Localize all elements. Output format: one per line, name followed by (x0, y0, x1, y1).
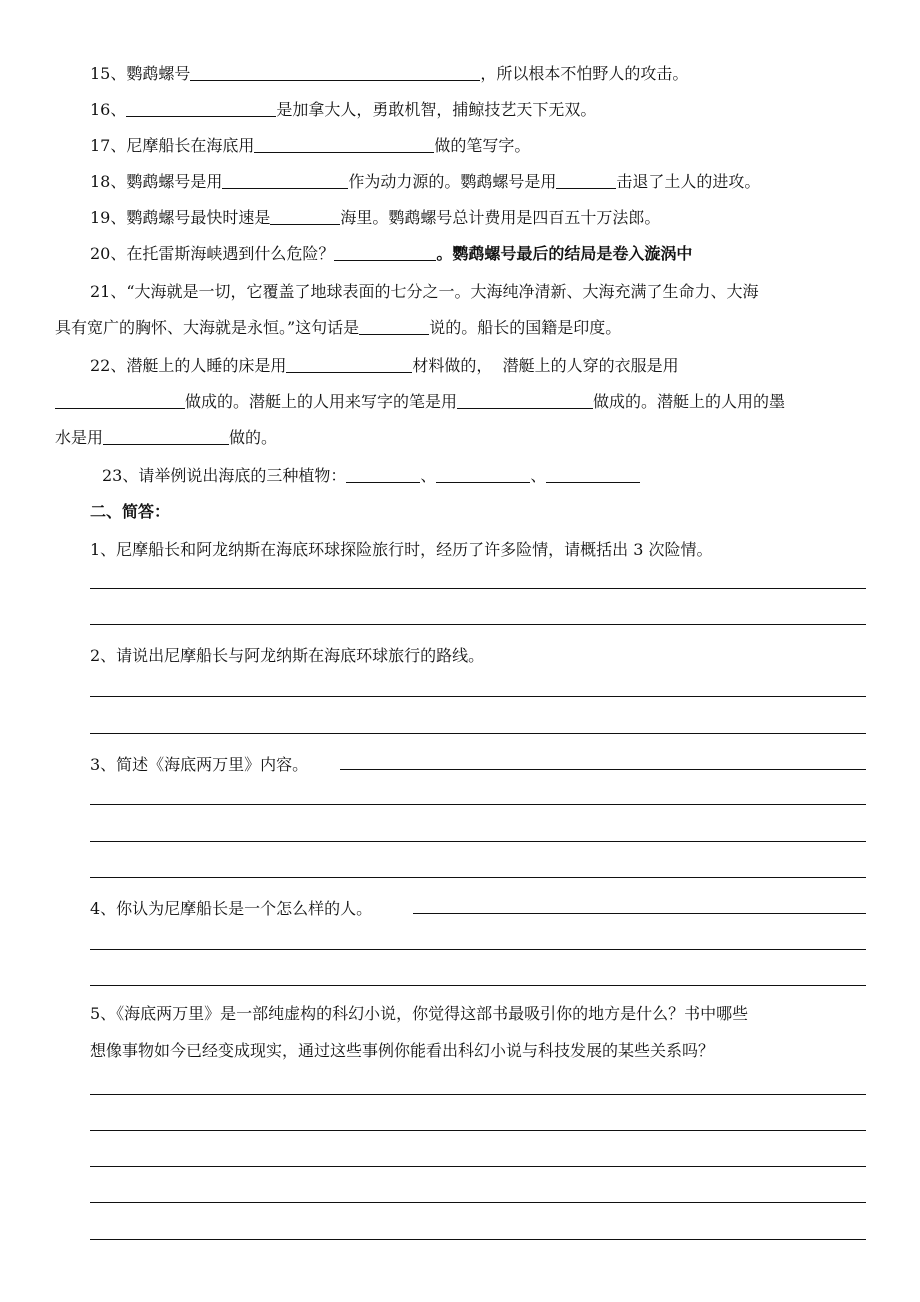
answer-line[interactable] (413, 913, 866, 914)
answer-line[interactable] (90, 1130, 866, 1131)
question-text: 做成的。潜艇上的人用来写字的笔是用 (185, 392, 458, 411)
answer-blank[interactable] (346, 466, 420, 483)
question-18 (90, 170, 760, 194)
question-number: 15、 (90, 64, 127, 83)
separator: 、 (530, 466, 547, 485)
question-16 (90, 98, 596, 122)
question-number: 22、 (90, 356, 127, 375)
question-text: 做的笔写字。 (434, 136, 531, 155)
answer-line[interactable] (90, 985, 866, 986)
question-text: 请举例说出海底的三种植物： (138, 466, 347, 485)
answer-blank[interactable] (270, 208, 340, 225)
question-text: 具有宽广的胸怀、大海就是永恒。”这句话是 (55, 318, 360, 337)
question-17 (90, 134, 530, 158)
question-19 (90, 206, 660, 230)
question-text: 鹦鹉螺号最快时速是 (126, 208, 271, 227)
question-number: 20、 (90, 244, 127, 263)
answer-blank[interactable] (126, 100, 276, 117)
question-21-line-2 (55, 316, 621, 340)
answer-blank[interactable] (556, 172, 616, 189)
section-2-title: 二、简答： (90, 502, 171, 521)
short-answer-5-line-1: 5、《海底两万里》是一部纯虚构的科幻小说，你觉得这部书最吸引你的地方是什么？书中哪些 (90, 1004, 749, 1023)
question-22-line-3 (55, 426, 277, 450)
answer-blank[interactable] (286, 356, 412, 373)
question-number: 21、 (90, 282, 127, 301)
question-text: 做成的。潜艇上的人用的墨 (593, 392, 786, 411)
question-21-line-1 (90, 280, 759, 304)
short-answer-1: 1、尼摩船长和阿龙纳斯在海底环球探险旅行时，经历了许多险情，请概括出 3 次险情。 (90, 540, 713, 559)
question-text: 。鹦鹉螺号最后的结局是卷入漩涡中 (436, 244, 693, 263)
answer-blank[interactable] (436, 466, 530, 483)
short-answer-3: 3、简述《海底两万里》内容。 (90, 755, 309, 774)
question-number: 18、 (90, 172, 127, 191)
question-text: 作为动力源的。鹦鹉螺号是用 (348, 172, 557, 191)
question-22-line-1 (90, 354, 679, 378)
answer-blank[interactable] (55, 392, 185, 409)
answer-line[interactable] (90, 877, 866, 878)
question-number: 16、 (90, 100, 127, 119)
short-answer-2: 2、请说出尼摩船长与阿龙纳斯在海底环球旅行的路线。 (90, 646, 485, 665)
question-text: 说的。船长的国籍是印度。 (429, 318, 622, 337)
question-text: 鹦鹉螺号是用 (126, 172, 223, 191)
answer-blank[interactable] (190, 64, 480, 81)
question-text: 材料做的， (412, 356, 493, 375)
answer-line[interactable] (90, 733, 866, 734)
answer-line[interactable] (90, 949, 866, 950)
question-text: 击退了土人的进攻。 (616, 172, 761, 191)
question-text: 水是用 (55, 428, 104, 447)
answer-line[interactable] (90, 1202, 866, 1203)
question-number: 19、 (90, 208, 127, 227)
answer-line[interactable] (90, 1166, 866, 1167)
separator: 、 (420, 466, 437, 485)
question-text: “大海就是一切，它覆盖了地球表面的七分之一。大海纯净清新、大海充满了生命力、大海 (126, 282, 759, 301)
answer-blank[interactable] (457, 392, 593, 409)
answer-line[interactable] (90, 804, 866, 805)
answer-line[interactable] (90, 841, 866, 842)
answer-blank[interactable] (359, 318, 429, 335)
question-text: 鹦鹉螺号 (126, 64, 191, 83)
question-text: 海里。鹦鹉螺号总计费用是四百五十万法郎。 (340, 208, 661, 227)
question-number: 17、 (90, 136, 127, 155)
answer-line[interactable] (90, 588, 866, 589)
question-text: 潜艇上的人睡的床是用 (126, 356, 287, 375)
answer-line[interactable] (340, 769, 866, 770)
answer-blank[interactable] (222, 172, 348, 189)
question-text: 做的。 (229, 428, 278, 447)
question-text: 在托雷斯海峡遇到什么危险？ (126, 244, 335, 263)
answer-line[interactable] (90, 1094, 866, 1095)
answer-line[interactable] (90, 1239, 866, 1240)
short-answer-5-line-2: 想像事物如今已经变成现实，通过这些事例你能看出科幻小说与科技发展的某些关系吗？ (90, 1041, 715, 1060)
answer-blank[interactable] (254, 136, 434, 153)
question-23 (102, 464, 640, 488)
question-number: 23、 (102, 466, 139, 485)
question-20 (90, 242, 692, 266)
question-text: 尼摩船长在海底用 (126, 136, 255, 155)
answer-blank[interactable] (546, 466, 640, 483)
answer-blank[interactable] (334, 244, 436, 261)
question-text: ，所以根本不怕野人的攻击。 (480, 64, 689, 83)
question-15 (90, 62, 688, 86)
question-text: 潜艇上的人穿的衣服是用 (502, 356, 679, 375)
answer-line[interactable] (90, 696, 866, 697)
answer-line[interactable] (90, 624, 866, 625)
answer-blank[interactable] (103, 428, 229, 445)
question-22-line-2 (55, 390, 785, 414)
short-answer-4: 4、你认为尼摩船长是一个怎么样的人。 (90, 899, 373, 918)
question-text: 是加拿大人，勇敢机智，捕鲸技艺天下无双。 (276, 100, 597, 119)
